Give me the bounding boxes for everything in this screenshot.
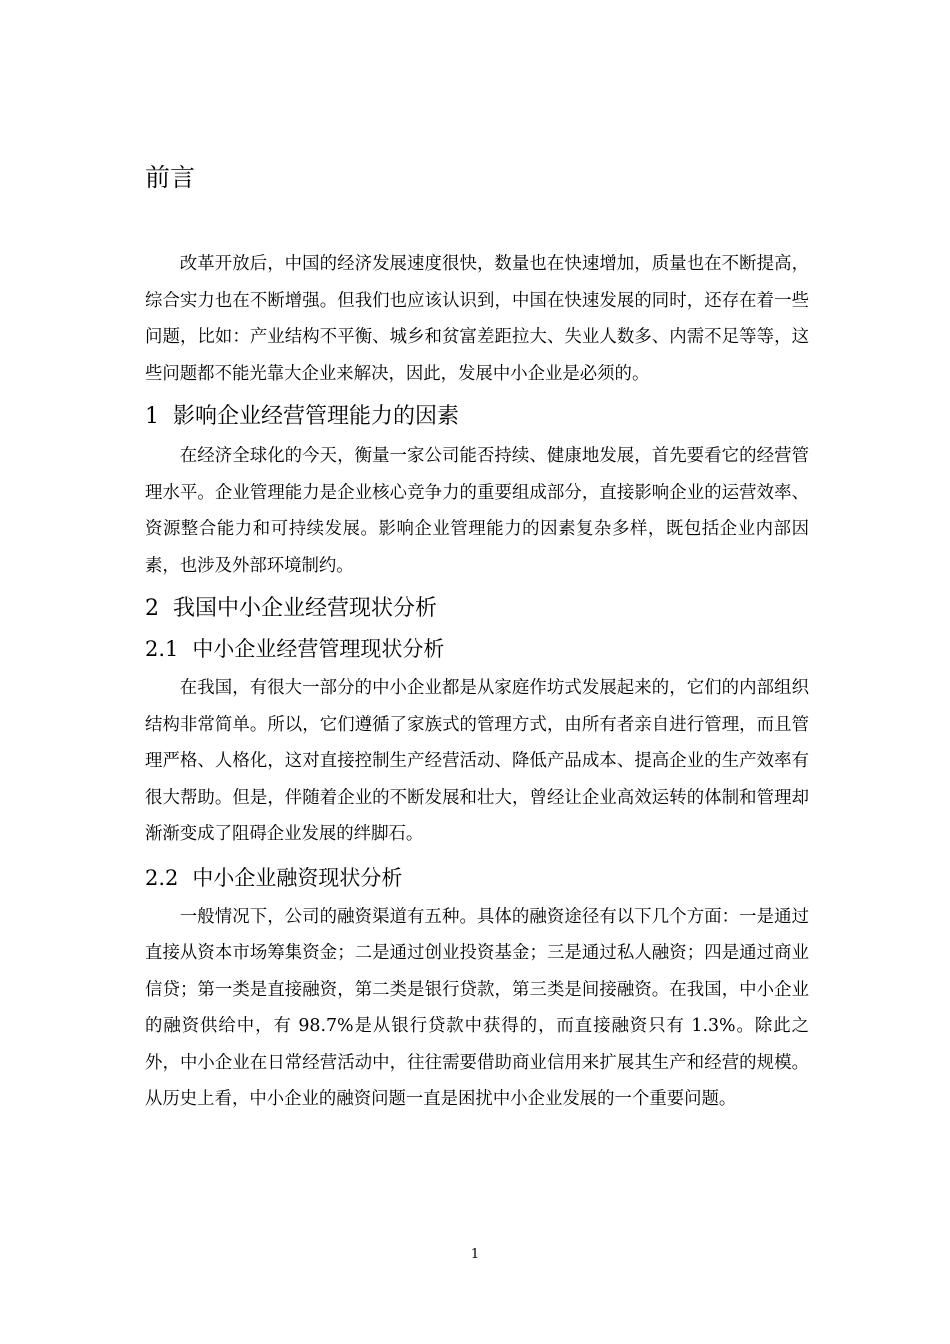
section-1-number: 1: [145, 404, 159, 429]
section-2-2-paragraph: 一般情况下，公司的融资渠道有五种。具体的融资途径有以下几个方面：一是通过直接从资本市场筹集资金；二是通过创业投资基金；三是通过私人融资；四是通过商业信贷；第一类是直接融资，第二类是银行贷款，第三类是间接融资。在我国，中小企业的融资供给中，有 98.7%是从银行贷款中获得的，而直接融资只有 1.3%。除此之外，中小企业在日常经营活动中，往往需要借助商业信用来扩展其生产和经营的规模。从历史上看，中小企业的融资问题一直是困扰中小企业发展的一个重要问题。: [145, 906, 809, 1109]
page-number: 1: [470, 1247, 480, 1262]
section-2-1-heading: [145, 634, 809, 664]
section-2-2-number: 2.2: [145, 865, 179, 890]
section-2-2-title: 中小企业融资现状分析: [192, 865, 403, 890]
section-2-2-heading: [145, 863, 809, 893]
intro-paragraph: 改革开放后，中国的经济发展速度很快，数量也在快速增加，质量也在不断提高，综合实力也在不断增强。但我们也应该认识到，中国在快速发展的同时，还存在着一些问题，比如：产业结构不平衡、城乡和贫富差距拉大、失业人数多、内需不足等等，这些问题都不能光靠大企业来解决，因此，发展中小企业是必须的。: [145, 254, 809, 384]
section-1-paragraph: 在经济全球化的今天，衡量一家公司能否持续、健康地发展，首先要看它的经营管理水平。企业管理能力是企业核心竞争力的重要组成部分，直接影响企业的运营效率、资源整合能力和可持续发展。影响企业管理能力的因素复杂多样，既包括企业内部因素，也涉及外部环境制约。: [145, 446, 809, 576]
section-2-title: 我国中小企业经营现状分析: [173, 596, 438, 621]
section-2-1-number: 2.1: [145, 637, 179, 661]
section-2-1-title: 中小企业经营管理现状分析: [192, 637, 445, 661]
page-title: 前言: [145, 163, 196, 192]
section-2-heading: [145, 594, 809, 624]
section-2-1-paragraph: 在我国，有很大一部分的中小企业都是从家庭作坊式发展起来的，它们的内部组织结构非常简单。所以，它们遵循了家族式的管理方式，由所有者亲自进行管理，而且管理严格、人格化，这对直接控制生产经营活动、降低产品成本、提高企业的生产效率有很大帮助。但是，伴随着企业的不断发展和壮大，曾经让企业高效运转的体制和管理却渐渐变成了阻碍企业发展的绊脚石。: [145, 678, 809, 844]
section-1-title: 影响企业经营管理能力的因素: [173, 404, 460, 429]
document-body: [145, 158, 809, 1118]
section-2-number: 2: [145, 596, 159, 621]
section-1-heading: [145, 402, 809, 432]
